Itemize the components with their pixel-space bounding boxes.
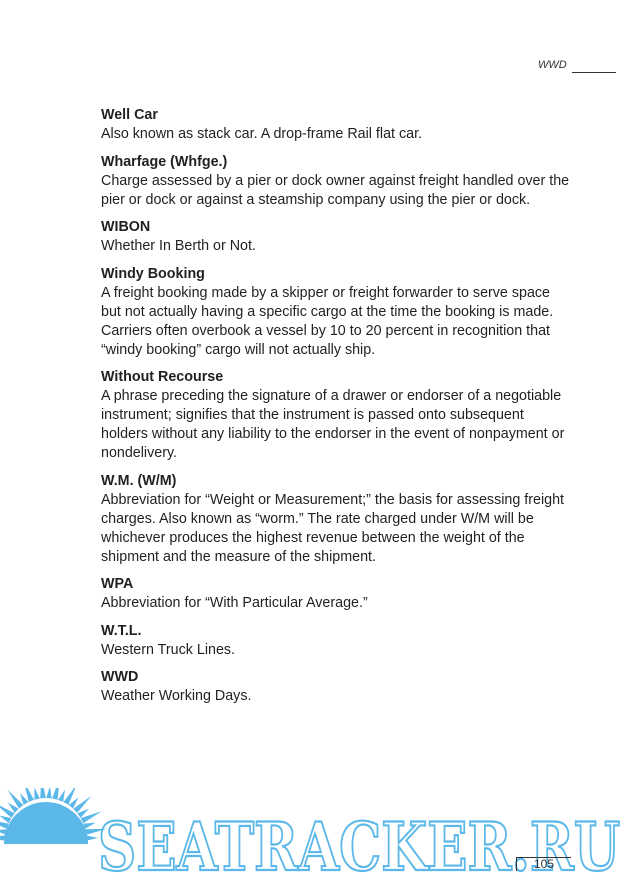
glossary-entry bbox=[101, 622, 571, 660]
glossary-entry bbox=[101, 153, 571, 210]
entry-term: W.M. (W/M) bbox=[101, 472, 177, 489]
glossary-entry bbox=[101, 106, 571, 144]
entry-definition: Charge assessed by a pier or dock owner against freight handled over the pier or dock or against a steamship company using the pier or dock. bbox=[101, 172, 570, 208]
entry-definition: Also known as stack car. A drop-frame Rail flat car. bbox=[101, 126, 423, 142]
entry-term: Windy Booking bbox=[101, 265, 205, 282]
sun-ray bbox=[83, 823, 95, 829]
entry-term: WWD bbox=[101, 669, 139, 685]
entry-definition: Whether In Berth or Not. bbox=[101, 238, 256, 254]
sun-ray bbox=[73, 796, 91, 813]
running-head: WWD bbox=[538, 59, 567, 71]
entry-term: WIBON bbox=[101, 219, 151, 235]
sun-ray bbox=[46, 788, 52, 798]
sun-icon bbox=[0, 788, 107, 844]
glossary-entry bbox=[101, 472, 571, 567]
sun-ray bbox=[40, 788, 46, 798]
entry-definition: Abbreviation for “Weight or Measurement;” the basis for assessing freight charges. Also known as “worm.” The rate charged under W/M will be whichever produces the highest revenue between the weight of the shipment and the measure of the shipment. bbox=[101, 491, 565, 565]
sun-ray bbox=[52, 788, 60, 800]
entry-term: WPA bbox=[101, 576, 134, 592]
entry-definition: Abbreviation for “With Particular Average.” bbox=[101, 595, 368, 611]
glossary-entry bbox=[101, 368, 571, 463]
sun-ray bbox=[34, 788, 39, 800]
entry-definition: Weather Working Days. bbox=[101, 688, 252, 704]
glossary-entry bbox=[101, 575, 571, 613]
entry-term: Without Recourse bbox=[101, 369, 224, 385]
sun-ray bbox=[0, 815, 11, 823]
watermark-text: SEATRACKER.RU bbox=[98, 808, 620, 886]
running-head-rule bbox=[572, 72, 616, 73]
entry-term: Well Car bbox=[101, 107, 158, 123]
sun-ray bbox=[58, 790, 65, 802]
glossary-entry bbox=[101, 265, 571, 360]
entry-definition: A freight booking made by a skipper or freight forwarder to serve space but not actually having a specific cargo at the time the booking is made. Carriers often overbook a vessel by 10 to 20 percent in recognition that “windy booking” cargo will not actually ship. bbox=[101, 284, 554, 358]
glossary-entry bbox=[101, 668, 571, 706]
entry-term: W.T.L. bbox=[101, 622, 142, 639]
entry-term: Wharfage (Whfge.) bbox=[101, 153, 228, 170]
entry-definition: A phrase preceding the signature of a drawer or endorser of a negotiable instrument; signifies that the instrument is passed onto subsequent holders without any liability to the endorser in the event of nonpayment or nondelivery. bbox=[101, 388, 565, 461]
glossary-entry bbox=[101, 218, 571, 256]
glossary-entries bbox=[101, 106, 571, 715]
page-number: 105 bbox=[534, 857, 555, 871]
watermark bbox=[0, 788, 629, 889]
entry-definition: Western Truck Lines. bbox=[101, 641, 236, 658]
sun-ray bbox=[7, 790, 23, 809]
